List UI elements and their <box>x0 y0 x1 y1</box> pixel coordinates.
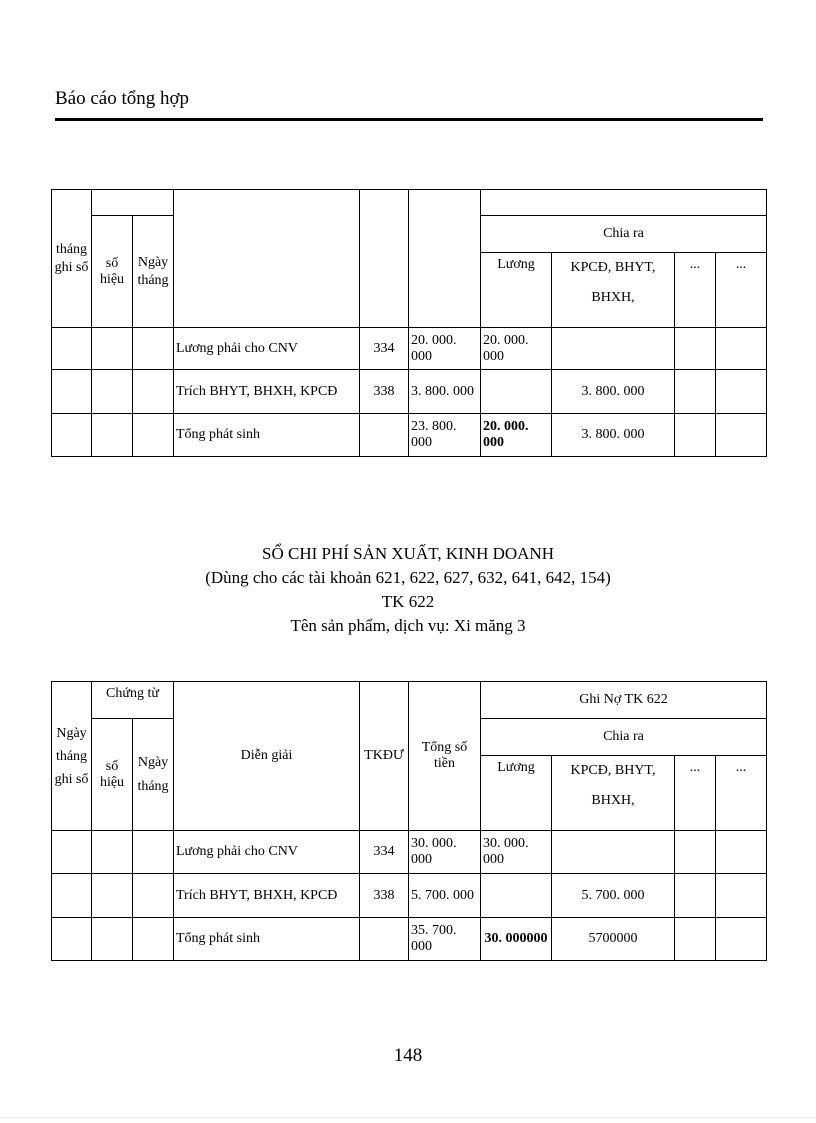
kpcd-cell: 5700000 <box>552 918 675 961</box>
col-header-chung-tu: Chứng từ <box>92 682 174 719</box>
tkdu-cell <box>360 414 409 457</box>
col-header-more-1: ... <box>675 253 716 328</box>
table-row <box>52 370 767 414</box>
col-header-so-hieu: số hiệu <box>92 719 133 831</box>
col-header-ghi-no: Ghi Nợ TK 622 <box>481 682 767 719</box>
col-header-kpcd-bhyt-bhxh: KPCĐ, BHYT, BHXH, <box>552 253 675 328</box>
luong-cell: 20. 000. 000 <box>481 414 552 457</box>
table-row <box>52 874 767 918</box>
col-header-ngay-thang: Ngày tháng <box>133 216 174 328</box>
col-header-dien-giai <box>174 190 360 328</box>
col-header-more-2: ... <box>716 253 767 328</box>
col-header-chia-ra: Chia ra <box>481 719 767 756</box>
section-title-accounts: (Dùng cho các tài khoản 621, 622, 627, 632, 641, 642, 154) <box>205 568 611 587</box>
ledger-table-1 <box>51 189 767 457</box>
tkdu-cell: 338 <box>360 874 409 918</box>
col-header-tkdu: TKĐƯ <box>360 682 409 831</box>
luong-cell: 20. 000. 000 <box>481 328 552 370</box>
col-header-chia-ra: Chia ra <box>481 216 767 253</box>
col-header-ghi-no <box>481 190 767 216</box>
section-title-main: SỔ CHI PHÍ SẢN XUẤT, KINH DOANH <box>262 544 554 563</box>
dien-giai-cell: Tổng phát sinh <box>174 918 360 961</box>
section-title-product: Tên sản phẩm, dịch vụ: Xi măng 3 <box>290 616 526 635</box>
table-row <box>52 414 767 457</box>
dien-giai-cell: Trích BHYT, BHXH, KPCĐ <box>174 874 360 918</box>
col-header-luong: Lương <box>481 253 552 328</box>
col-header-more-1: ... <box>675 756 716 831</box>
section-title-account: TK 622 <box>381 592 435 611</box>
table-row <box>52 918 767 961</box>
kpcd-cell: 3. 800. 000 <box>552 370 675 414</box>
tong-so-tien-cell: 5. 700. 000 <box>409 874 481 918</box>
page-bottom-edge <box>0 1117 816 1118</box>
kpcd-cell: 3. 800. 000 <box>552 414 675 457</box>
col-header-kpcd-bhyt-bhxh: KPCĐ, BHYT, BHXH, <box>552 756 675 831</box>
table-row <box>52 328 767 370</box>
tkdu-cell <box>360 918 409 961</box>
report-header-title: Báo cáo tổng hợp <box>55 88 190 109</box>
col-header-ngay-thang-ghi-so: Ngày tháng ghi sổ <box>52 682 92 831</box>
dien-giai-cell: Lương phải cho CNV <box>174 328 360 370</box>
luong-cell: 30. 000. 000 <box>481 831 552 874</box>
col-header-luong: Lương <box>481 756 552 831</box>
tkdu-cell: 338 <box>360 370 409 414</box>
luong-cell <box>481 370 552 414</box>
kpcd-cell <box>552 831 675 874</box>
tong-so-tien-cell: 3. 800. 000 <box>409 370 481 414</box>
header-divider <box>55 118 763 121</box>
table-row <box>52 831 767 874</box>
dien-giai-cell: Lương phải cho CNV <box>174 831 360 874</box>
kpcd-cell: 5. 700. 000 <box>552 874 675 918</box>
dien-giai-cell: Tổng phát sinh <box>174 414 360 457</box>
tong-so-tien-cell: 23. 800. 000 <box>409 414 481 457</box>
col-header-tkdu <box>360 190 409 328</box>
col-header-dien-giai: Diễn giải <box>174 682 360 831</box>
tkdu-cell: 334 <box>360 328 409 370</box>
col-header-so-hieu: số hiệu <box>92 216 133 328</box>
tong-so-tien-cell: 20. 000. 000 <box>409 328 481 370</box>
luong-cell <box>481 874 552 918</box>
tkdu-cell: 334 <box>360 831 409 874</box>
dien-giai-cell: Trích BHYT, BHXH, KPCĐ <box>174 370 360 414</box>
col-header-tong-so-tien: Tổng số tiền <box>409 682 481 831</box>
col-header-ngay-thang-ghi-so: tháng ghi sổ <box>52 190 92 328</box>
section-title-block <box>0 542 816 638</box>
luong-cell: 30. 000000 <box>481 918 552 961</box>
page-number: 148 <box>393 1045 423 1066</box>
col-header-more-2: ... <box>716 756 767 831</box>
col-header-ngay-thang: Ngày tháng <box>133 719 174 831</box>
col-header-chung-tu <box>92 190 174 216</box>
ledger-table-2 <box>51 681 767 961</box>
tong-so-tien-cell: 35. 700. 000 <box>409 918 481 961</box>
col-header-tong-so-tien <box>409 190 481 328</box>
kpcd-cell <box>552 328 675 370</box>
tong-so-tien-cell: 30. 000. 000 <box>409 831 481 874</box>
